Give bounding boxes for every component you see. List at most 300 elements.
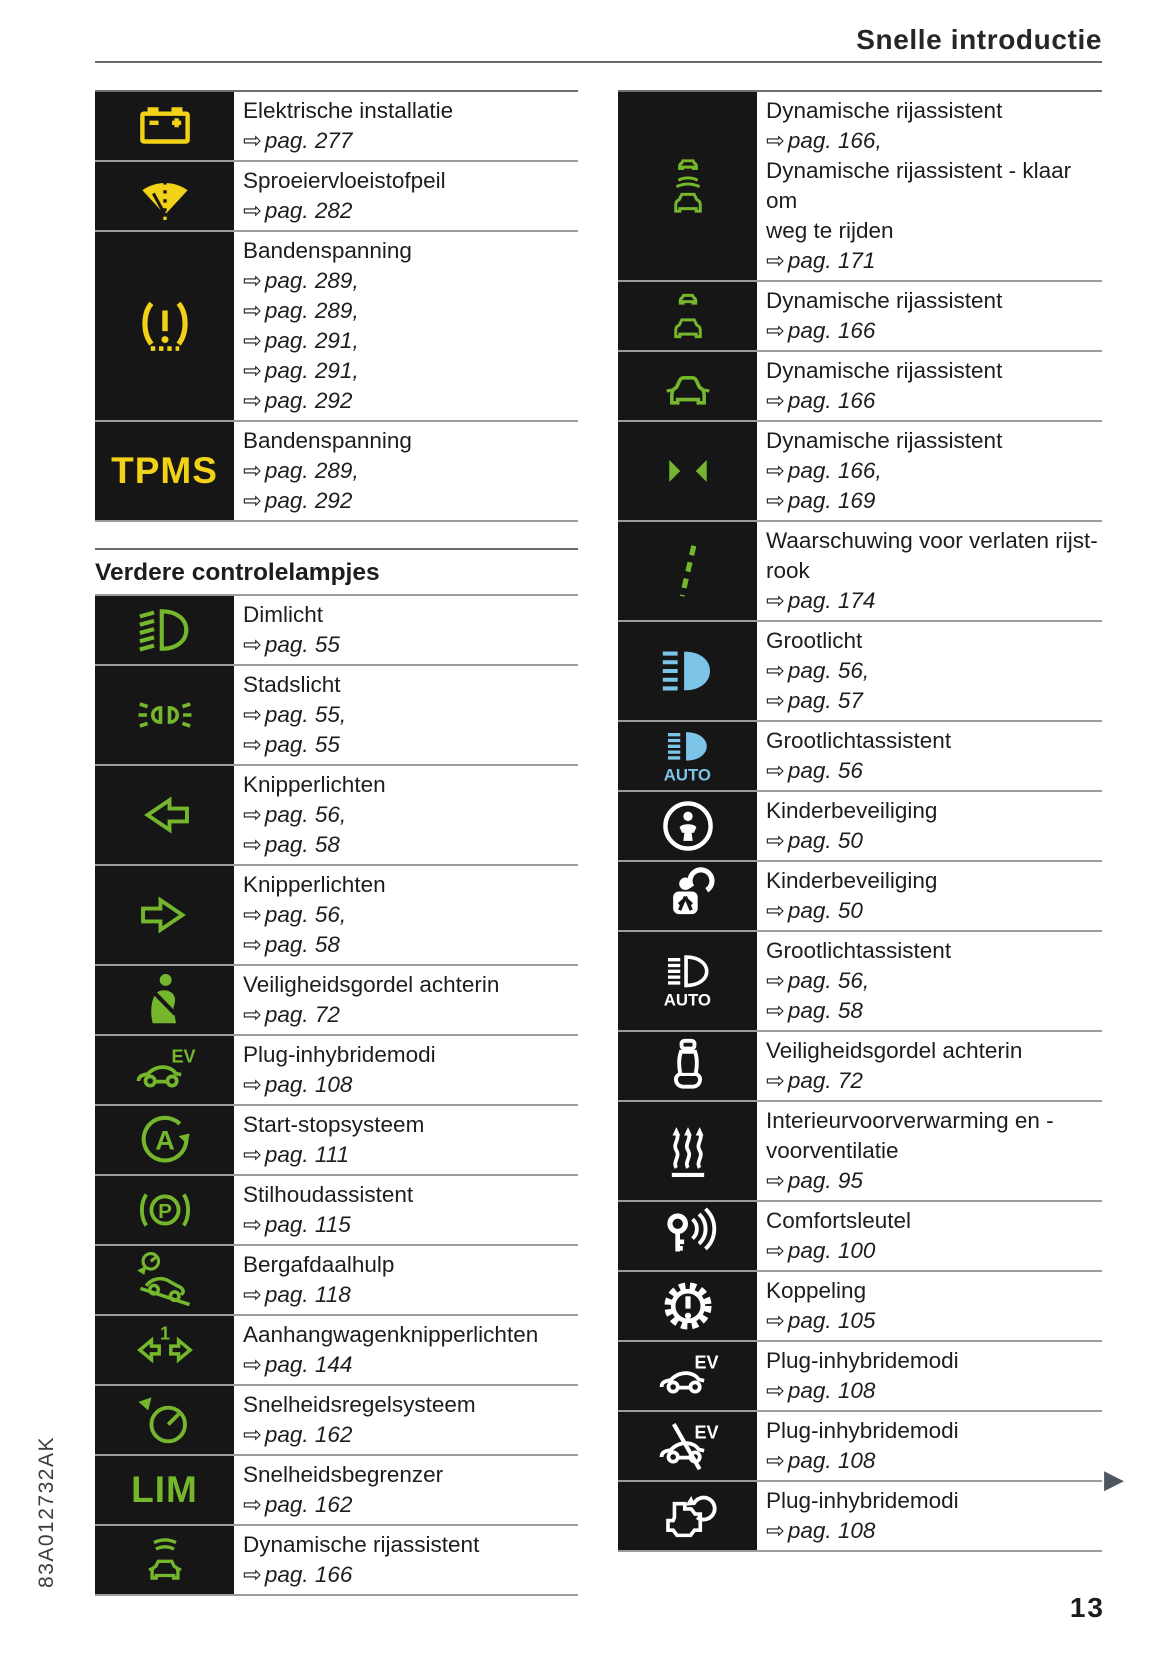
page-ref[interactable] [766, 996, 1102, 1026]
page-ref[interactable] [243, 296, 578, 326]
page-ref[interactable] [243, 196, 578, 226]
indicator-text [757, 722, 1102, 790]
page-ref[interactable] [243, 700, 578, 730]
clutch-icon [657, 1275, 719, 1337]
child-lock-icon [657, 865, 719, 927]
indicator-title: Dynamische rijassistent [766, 428, 1003, 453]
page-ref[interactable] [243, 326, 578, 356]
car-distance-icon [134, 1529, 196, 1591]
page-ref[interactable] [766, 896, 1102, 926]
page-ref[interactable] [243, 1420, 578, 1450]
hill-descent-icon [134, 1249, 196, 1311]
comfort-key-icon [657, 1205, 719, 1267]
indicator-text [234, 1246, 578, 1314]
indicator-row [95, 162, 578, 232]
page-ref-label: pag. 56 [787, 758, 863, 783]
indicator-tile [95, 92, 234, 160]
child-safety-icon [657, 795, 719, 857]
tpms-text-icon: TPMS [111, 450, 218, 491]
indicator-text [234, 966, 578, 1034]
ref-arrow-icon: ⇨ [766, 758, 785, 783]
page-ref[interactable] [766, 316, 1102, 346]
indicator-text [757, 1342, 1102, 1410]
indicator-tile [618, 722, 757, 790]
ev-mode-off-icon [657, 1415, 719, 1477]
indicator-tile [95, 766, 234, 864]
page-ref-label: pag. 282 [264, 198, 353, 223]
page-ref-label: pag. 72 [264, 1002, 340, 1027]
page-ref-label: pag. 50 [787, 898, 863, 923]
svg-text:EV: EV [693, 1422, 719, 1443]
page-ref[interactable] [243, 266, 578, 296]
page-ref[interactable] [243, 1140, 578, 1170]
indicator-tile [618, 1272, 757, 1340]
page-ref-label: pag. 162 [264, 1422, 353, 1447]
indicator-title: Snelheidsregelsysteem [243, 1392, 476, 1417]
ref-arrow-icon: ⇨ [766, 458, 785, 483]
indicator-row [618, 722, 1102, 792]
indicator-title: Kinderbeveiliging [766, 868, 938, 893]
svg-text:A: A [154, 1124, 175, 1156]
page-ref[interactable] [766, 1446, 1102, 1476]
page-ref-label: pag. 108 [787, 1378, 876, 1403]
indicator-tile [95, 1246, 234, 1314]
page-number: 13 [1069, 1592, 1105, 1623]
indicator-text [757, 92, 1102, 280]
ev-mode-icon [134, 1039, 196, 1101]
acc-cars-icon [657, 155, 719, 217]
indicator-title: Kinderbeveiliging [766, 798, 938, 823]
page-ref-label: pag. 291, [264, 328, 359, 353]
ref-arrow-icon: ⇨ [243, 932, 262, 957]
page-ref[interactable] [766, 246, 1102, 276]
indicator-tile [95, 1106, 234, 1174]
right-column [618, 90, 1102, 1552]
continue-triangle-icon: ▶ [1104, 1464, 1124, 1494]
indicator-title: Stadslicht [243, 672, 341, 697]
indicator-title: Elektrische installatie [243, 98, 454, 123]
ref-arrow-icon: ⇨ [243, 1422, 262, 1447]
page-ref[interactable] [766, 1306, 1102, 1336]
page-ref[interactable] [243, 630, 578, 660]
indicator-row [95, 1386, 578, 1456]
page-ref[interactable] [766, 1516, 1102, 1546]
indicator-title: Grootlichtassistent [766, 938, 952, 963]
page-ref-label: pag. 50 [787, 828, 863, 853]
cruise-control-icon [134, 1389, 196, 1451]
position-lights-icon [134, 684, 196, 746]
page-ref-label: pag. 56, [264, 802, 347, 827]
page-ref[interactable] [243, 356, 578, 386]
indicator-text [757, 862, 1102, 930]
page-ref[interactable] [243, 900, 578, 930]
indicator-row [618, 1412, 1102, 1482]
washer-fluid-icon [134, 165, 196, 227]
page-ref[interactable] [243, 386, 578, 416]
indicator-text [234, 1176, 578, 1244]
indicator-title: Dynamische rijassistent - klaar om [766, 158, 1072, 213]
page-ref[interactable] [243, 830, 578, 860]
indicator-title: Koppeling [766, 1278, 867, 1303]
indicator-text [234, 232, 578, 420]
indicator-tile [95, 596, 234, 664]
page-ref[interactable] [243, 930, 578, 960]
indicator-row [95, 1456, 578, 1526]
indicator-title: Knipperlichten [243, 872, 386, 897]
svg-text:P: P [157, 1199, 172, 1223]
page-ref-label: pag. 56, [787, 658, 870, 683]
page-ref-label: pag. 289, [264, 298, 359, 323]
page-ref[interactable] [766, 386, 1102, 416]
indicator-row [95, 866, 578, 966]
page-ref-label: pag. 289, [264, 458, 359, 483]
page-ref[interactable] [766, 1376, 1102, 1406]
start-stop-icon [134, 1109, 196, 1171]
indicator-text [757, 622, 1102, 720]
indicator-row [618, 282, 1102, 352]
indicator-text [234, 162, 578, 230]
page-ref-label: pag. 55 [264, 732, 340, 757]
page-ref-label: pag. 166 [787, 388, 876, 413]
ref-arrow-icon: ⇨ [243, 298, 262, 323]
indicator-text [757, 282, 1102, 350]
page-ref-label: pag. 105 [787, 1308, 876, 1333]
page-ref-label: pag. 292 [264, 388, 353, 413]
indicator-text [234, 866, 578, 964]
indicator-row [95, 666, 578, 766]
ref-arrow-icon: ⇨ [766, 688, 785, 713]
indicator-title: Grootlichtassistent [766, 728, 952, 753]
ref-arrow-icon: ⇨ [243, 388, 262, 413]
page-ref[interactable] [766, 966, 1102, 996]
indicator-row [618, 352, 1102, 422]
indicator-text [757, 1482, 1102, 1550]
indicator-tile [95, 232, 234, 420]
indicator-tile [95, 1036, 234, 1104]
page-ref-label: pag. 56, [787, 968, 870, 993]
ref-arrow-icon: ⇨ [243, 732, 262, 757]
page-ref-label: pag. 55, [264, 702, 347, 727]
indicator-text [757, 1412, 1102, 1480]
svg-text:EV: EV [170, 1046, 196, 1067]
indicator-tile [618, 792, 757, 860]
ref-arrow-icon: ⇨ [243, 802, 262, 827]
indicator-tile [95, 1456, 234, 1524]
page-ref[interactable] [766, 126, 1102, 156]
ref-arrow-icon: ⇨ [766, 318, 785, 343]
indicator-title: Snelheidsbegrenzer [243, 1462, 444, 1487]
ref-arrow-icon: ⇨ [243, 1562, 262, 1587]
ref-arrow-icon: ⇨ [766, 1168, 785, 1193]
page-ref-label: pag. 292 [264, 488, 353, 513]
page-ref[interactable] [766, 1066, 1102, 1096]
page-ref-label: pag. 100 [787, 1238, 876, 1263]
indicator-title: Stilhoudassistent [243, 1182, 414, 1207]
indicator-text [757, 422, 1102, 520]
ref-arrow-icon: ⇨ [243, 1072, 262, 1097]
indicator-row [95, 766, 578, 866]
ref-arrow-icon: ⇨ [243, 632, 262, 657]
indicator-title: Dynamische rijassistent [766, 98, 1003, 123]
page-ref-label: pag. 174 [787, 588, 876, 613]
low-beam-icon [134, 599, 196, 661]
indicator-text [234, 1386, 578, 1454]
page-ref[interactable] [766, 1236, 1102, 1266]
indicator-tile [618, 862, 757, 930]
lane-departure-icon [657, 540, 719, 602]
indicator-title: Bandenspanning [243, 428, 412, 453]
ref-arrow-icon: ⇨ [243, 1352, 262, 1377]
page-ref-label: pag. 95 [787, 1168, 863, 1193]
ref-arrow-icon: ⇨ [766, 1238, 785, 1263]
indicator-row [95, 1036, 578, 1106]
indicator-text [234, 422, 578, 520]
indicator-tile [618, 1482, 757, 1550]
indicator-title: Dynamische rijassistent [766, 288, 1003, 313]
ref-arrow-icon: ⇨ [766, 898, 785, 923]
lim-text-icon: LIM [131, 1469, 198, 1510]
turn-right-icon [134, 884, 196, 946]
indicator-row [95, 232, 578, 422]
indicator-title: Interieurvoorverwarming en - [766, 1108, 1054, 1133]
page-ref-label: pag. 72 [787, 1068, 863, 1093]
page-ref[interactable] [243, 486, 578, 516]
page-ref[interactable] [243, 1070, 578, 1100]
ref-arrow-icon: ⇨ [243, 328, 262, 353]
page-ref[interactable] [766, 1166, 1102, 1196]
ref-arrow-icon: ⇨ [243, 832, 262, 857]
indicator-tile [618, 1342, 757, 1410]
ref-arrow-icon: ⇨ [766, 128, 785, 153]
page-ref[interactable] [766, 686, 1102, 716]
indicator-tile [618, 932, 757, 1030]
indicator-row [618, 1272, 1102, 1342]
indicator-row [618, 862, 1102, 932]
page-ref-label: pag. 58 [264, 832, 340, 857]
indicator-title: Dynamische rijassistent [766, 358, 1003, 383]
page-ref[interactable] [243, 1000, 578, 1030]
indicator-text [757, 522, 1102, 620]
indicator-text [757, 1202, 1102, 1270]
indicator-tile [618, 622, 757, 720]
indicator-text [234, 666, 578, 764]
indicator-title: Sproeiervloeistofpeil [243, 168, 446, 193]
indicator-text [757, 1032, 1102, 1100]
indicator-tile [618, 282, 757, 350]
indicator-title: Comfortsleutel [766, 1208, 912, 1233]
page-ref[interactable] [766, 456, 1102, 486]
page-ref[interactable] [243, 1210, 578, 1240]
indicator-title: Dynamische rijassistent [243, 1532, 480, 1557]
svg-text:AUTO: AUTO [663, 765, 711, 785]
ref-arrow-icon: ⇨ [766, 1378, 785, 1403]
indicator-title: Veiligheidsgordel achterin [766, 1038, 1023, 1063]
section-heading: Verdere controlelampjes [95, 548, 578, 594]
print-code: 83A012732AK [35, 1436, 58, 1588]
ref-arrow-icon: ⇨ [243, 702, 262, 727]
indicator-text [757, 1272, 1102, 1340]
indicator-row [618, 1482, 1102, 1552]
car-front-icon [657, 355, 719, 417]
page-ref[interactable] [766, 656, 1102, 686]
page-ref[interactable] [766, 826, 1102, 856]
indicator-title: Veiligheidsgordel achterin [243, 972, 500, 997]
page-ref[interactable] [243, 456, 578, 486]
page-ref[interactable] [243, 1490, 578, 1520]
page-ref[interactable] [766, 586, 1102, 616]
page-ref-label: pag. 291, [264, 358, 359, 383]
indicator-tile [618, 92, 757, 280]
indicator-row [95, 596, 578, 666]
page-ref-label: pag. 56, [264, 902, 347, 927]
trailer-turn-icon [134, 1319, 196, 1381]
page-ref-label: pag. 108 [787, 1448, 876, 1473]
two-cars-icon [657, 285, 719, 347]
indicator-row [95, 966, 578, 1036]
indicator-row [95, 1526, 578, 1596]
indicator-row [95, 1106, 578, 1176]
page-ref[interactable] [243, 1280, 578, 1310]
indicator-title: Start-stopsysteem [243, 1112, 425, 1137]
page-ref-label: pag. 115 [264, 1212, 351, 1237]
page-ref-label: pag. 169 [787, 488, 876, 513]
page-ref-label: pag. 166, [787, 458, 882, 483]
page-ref-label: pag. 166 [264, 1562, 353, 1587]
svg-text:AUTO: AUTO [663, 990, 711, 1010]
indicator-row [95, 422, 578, 522]
indicator-row [95, 1316, 578, 1386]
page-ref[interactable] [243, 800, 578, 830]
ref-arrow-icon: ⇨ [243, 1212, 262, 1237]
page-ref[interactable] [243, 1350, 578, 1380]
ref-arrow-icon: ⇨ [766, 828, 785, 853]
ref-arrow-icon: ⇨ [243, 128, 262, 153]
indicator-title: Bandenspanning [243, 238, 412, 263]
ref-arrow-icon: ⇨ [766, 658, 785, 683]
indicator-row [618, 1342, 1102, 1412]
page-ref-label: pag. 289, [264, 268, 359, 293]
indicator-tile [95, 866, 234, 964]
high-beam-auto-icon [657, 725, 719, 787]
indicator-title: Aanhangwagenknipperlichten [243, 1322, 539, 1347]
indicator-title: weg te rijden [766, 218, 894, 243]
indicator-title: Bergafdaalhulp [243, 1252, 395, 1277]
ref-arrow-icon: ⇨ [243, 1282, 262, 1307]
page-ref[interactable] [243, 126, 578, 156]
page-ref-label: pag. 111 [264, 1142, 350, 1167]
ref-arrow-icon: ⇨ [766, 248, 785, 273]
further-lamps-table-left [95, 594, 578, 1596]
ref-arrow-icon: ⇨ [243, 268, 262, 293]
indicator-tile [95, 666, 234, 764]
ref-arrow-icon: ⇨ [243, 358, 262, 383]
indicator-text [234, 596, 578, 664]
indicator-text [234, 766, 578, 864]
indicator-tile [618, 1202, 757, 1270]
page-ref-label: pag. 58 [787, 998, 863, 1023]
high-beam-icon [657, 640, 719, 702]
indicator-title: Plug-inhybridemodi [766, 1418, 959, 1443]
ref-arrow-icon: ⇨ [766, 1308, 785, 1333]
page-ref-label: pag. 277 [264, 128, 353, 153]
page-ref[interactable] [243, 1560, 578, 1590]
ref-arrow-icon: ⇨ [243, 902, 262, 927]
indicator-tile [95, 162, 234, 230]
indicator-text [234, 1526, 578, 1594]
indicator-text [234, 92, 578, 160]
header-rule [95, 61, 1102, 63]
indicator-title: Dimlicht [243, 602, 324, 627]
ref-arrow-icon: ⇨ [243, 198, 262, 223]
indicator-tile [618, 352, 757, 420]
ref-arrow-icon: ⇨ [766, 588, 785, 613]
page-ref-label: pag. 55 [264, 632, 340, 657]
indicator-tile [618, 422, 757, 520]
page-ref[interactable] [766, 756, 1102, 786]
indicator-title: Plug-inhybridemodi [766, 1488, 959, 1513]
indicator-row [95, 1176, 578, 1246]
left-column [95, 90, 578, 1596]
high-beam-auto-outline-icon [657, 950, 719, 1012]
indicator-tile [95, 1176, 234, 1244]
battery-icon [134, 95, 196, 157]
page-ref-label: pag. 166 [787, 318, 876, 343]
page-title: Snelle introductie [856, 24, 1102, 55]
indicator-tile [95, 966, 234, 1034]
indicator-title: Plug-inhybridemodi [766, 1348, 959, 1373]
further-lamps-table-right [618, 90, 1102, 1552]
ref-arrow-icon: ⇨ [766, 1518, 785, 1543]
svg-text:EV: EV [693, 1352, 719, 1373]
page-ref-label: pag. 58 [264, 932, 340, 957]
page-ref[interactable] [766, 486, 1102, 516]
indicator-tile [95, 1386, 234, 1454]
indicator-text [234, 1106, 578, 1174]
ref-arrow-icon: ⇨ [766, 488, 785, 513]
ref-arrow-icon: ⇨ [766, 388, 785, 413]
indicator-row [95, 92, 578, 162]
indicator-title: Grootlicht [766, 628, 863, 653]
ref-arrow-icon: ⇨ [766, 998, 785, 1023]
indicator-text [757, 1102, 1102, 1200]
page-ref-label: pag. 166, [787, 128, 882, 153]
page-ref-label: pag. 171 [787, 248, 876, 273]
indicator-tile [618, 522, 757, 620]
ref-arrow-icon: ⇨ [243, 488, 262, 513]
indicator-title: Knipperlichten [243, 772, 386, 797]
ref-arrow-icon: ⇨ [243, 458, 262, 483]
turn-left-icon [134, 784, 196, 846]
indicator-row [618, 1032, 1102, 1102]
warning-lamps-table [95, 90, 578, 522]
lane-markers-icon [657, 440, 719, 502]
page-ref-label: pag. 144 [264, 1352, 353, 1377]
indicator-row [95, 1246, 578, 1316]
pre-heating-icon [657, 1120, 719, 1182]
tire-pressure-icon [134, 295, 196, 357]
indicator-title: Waarschuwing voor verlaten rijst- [766, 528, 1098, 553]
auto-hold-icon [134, 1179, 196, 1241]
ref-arrow-icon: ⇨ [243, 1492, 262, 1517]
indicator-row [618, 1102, 1102, 1202]
indicator-title: voorventilatie [766, 1138, 899, 1163]
page-ref[interactable] [243, 730, 578, 760]
indicator-title: Plug-inhybridemodi [243, 1042, 436, 1067]
indicator-tile [618, 1412, 757, 1480]
rear-seat-icon [657, 1035, 719, 1097]
indicator-tile [618, 1102, 757, 1200]
indicator-text [757, 932, 1102, 1030]
